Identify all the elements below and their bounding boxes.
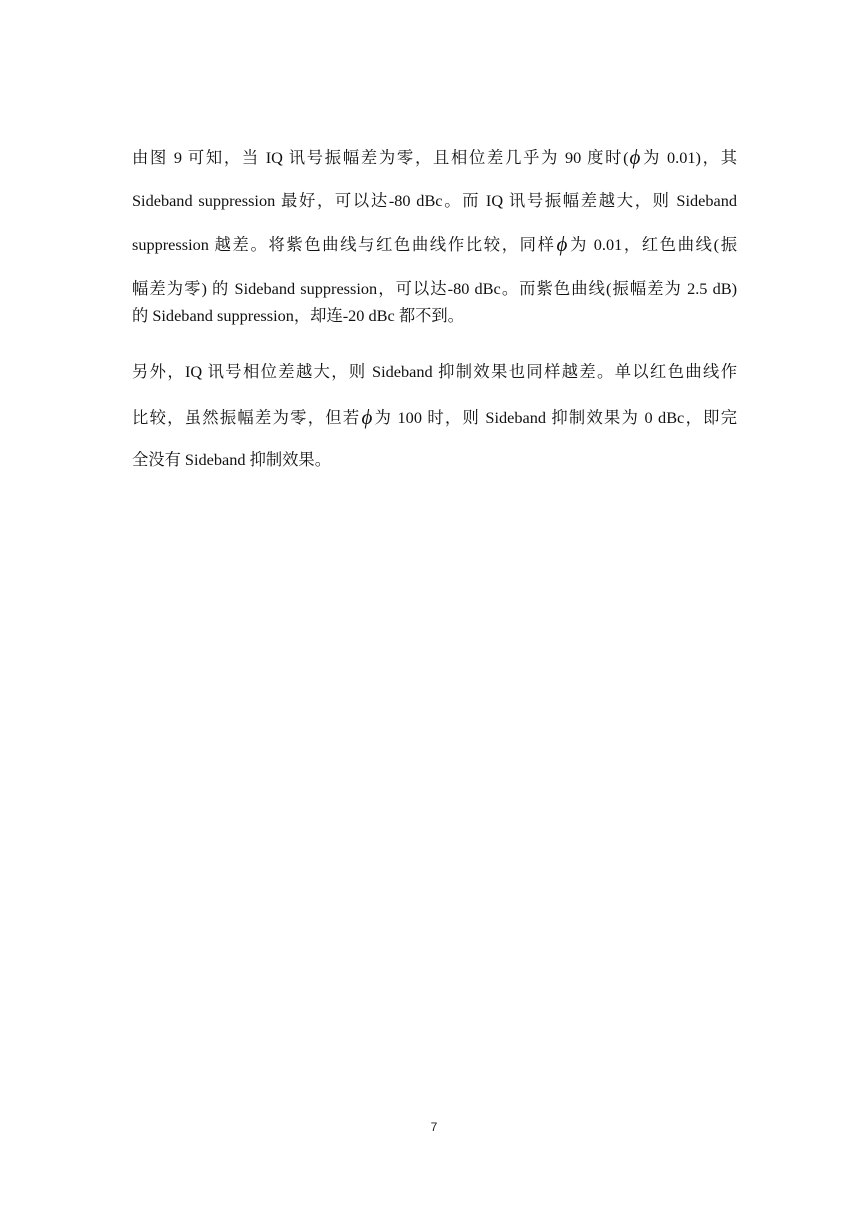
text-segment: 为 0.01，红色曲线(振 [568, 235, 737, 254]
phi-symbol: ϕ [629, 145, 641, 169]
text-segment: 比较，虽然振幅差为零，但若 [132, 408, 361, 427]
paragraph-2-line-2 [132, 406, 737, 430]
phi-symbol: ϕ [556, 232, 568, 256]
paragraph-1-line-4: 幅差为零) 的 Sideband suppression，可以达-80 dBc。而紫色曲线(振幅差为 2.5 dB) [132, 279, 737, 298]
text-segment: 为 100 时，则 Sideband 抑制效果为 0 dBc，即完 [373, 408, 737, 427]
paragraph-1-line-1 [132, 146, 737, 170]
paragraph-1-line-3 [132, 233, 737, 257]
text-segment: 由图 9 可知，当 IQ 讯号振幅差为零，且相位差几乎为 90 度时( [132, 148, 629, 167]
paragraph-2-line-3: 全没有 Sideband 抑制效果。 [132, 450, 331, 469]
text-segment: 为 0.01)，其 [641, 148, 737, 167]
paragraph-1-line-5: 的 Sideband suppression，却连-20 dBc 都不到。 [132, 306, 464, 325]
page-number: 7 [430, 1120, 438, 1134]
phi-symbol: ϕ [361, 405, 373, 429]
paragraph-2-line-1: 另外，IQ 讯号相位差越大，则 Sideband 抑制效果也同样越差。单以红色曲线作 [132, 362, 737, 381]
text-segment: suppression 越差。将紫色曲线与红色曲线作比较，同样 [132, 235, 556, 254]
paragraph-1-line-2: Sideband suppression 最好，可以达-80 dBc。而 IQ 讯号振幅差越大，则 Sideband [132, 191, 737, 210]
